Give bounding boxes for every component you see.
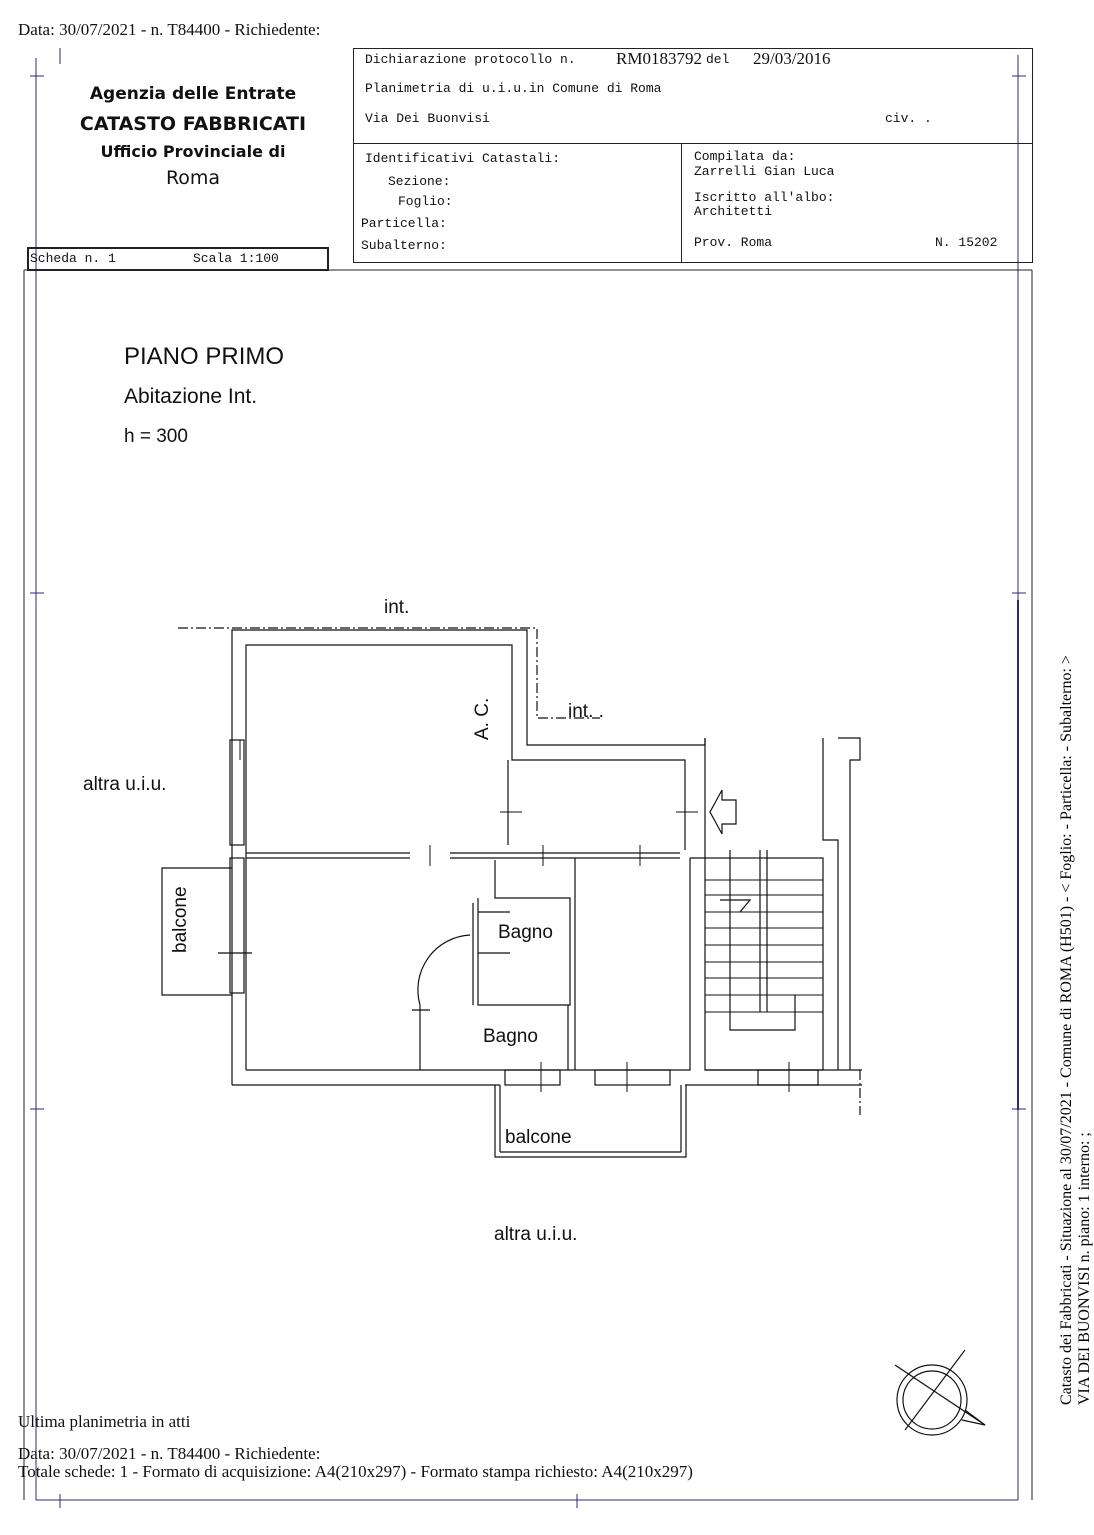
protocol-label: Dichiarazione protocollo n. <box>365 52 576 67</box>
registration-number: N. 15202 <box>935 235 998 250</box>
label-altra-bottom: altra u.i.u. <box>494 1224 578 1245</box>
scale-label: Scala 1:100 <box>193 251 279 266</box>
particella-label: Particella: <box>361 216 447 231</box>
unit-title: Abitazione Int. <box>124 385 258 408</box>
height-label: h = 300 <box>124 426 188 447</box>
label-ac: A. C. <box>472 697 493 740</box>
compilata-label: Compilata da: <box>694 149 796 164</box>
protocol-date: 29/03/2016 <box>753 49 831 68</box>
north-arrow-icon <box>895 1350 985 1435</box>
footer-format-line: Totale schede: 1 - Formato di acquisizione: A4(210x297) - Formato stampa richiesto: A4(210x297) <box>18 1462 693 1481</box>
foglio-label: Foglio: <box>398 194 453 209</box>
label-int-right: int. . <box>568 701 604 722</box>
ufficio-label: Ufficio Provinciale di <box>100 142 286 161</box>
request-header: Data: 30/07/2021 - n. T84400 - Richiedente: <box>18 20 321 39</box>
civic-number: civ. . <box>885 111 932 126</box>
label-bagno-1: Bagno <box>498 922 553 943</box>
side-caption-line-1: Catasto dei Fabbricati - Situazione al 30/07/2021 - Comune di ROMA (H501) - < Foglio: - Particella: - Subalterno: > <box>1058 655 1075 1405</box>
catasto-title: CATASTO FABBRICATI <box>79 113 307 135</box>
footer-request-line: Data: 30/07/2021 - n. T84400 - Richiedente: <box>18 1444 321 1463</box>
side-caption-line-2: VIA DEI BUONVISI n. piano: 1 interno: ; <box>1076 1132 1093 1405</box>
label-altra-left: altra u.i.u. <box>83 774 167 795</box>
scheda-number: Scheda n. 1 <box>30 251 116 266</box>
label-balcone-left: balcone <box>170 886 191 953</box>
compilata-name: Zarrelli Gian Luca <box>694 164 835 179</box>
agency-name: Agenzia delle Entrate <box>89 84 297 104</box>
side-caption <box>1058 655 1094 1405</box>
planimetria-label: Planimetria di u.i.u.in Comune di Roma <box>365 81 662 96</box>
floor-title: PIANO PRIMO <box>124 343 285 370</box>
subalterno-label: Subalterno: <box>361 238 447 253</box>
iscritto-label: Iscritto all'albo: <box>694 190 835 205</box>
last-plan-note: Ultima planimetria in atti <box>18 1412 191 1431</box>
province-label: Prov. Roma <box>694 235 773 250</box>
protocol-number: RM0183792 <box>616 49 702 68</box>
address-label: Via Dei Buonvisi <box>365 111 490 126</box>
albo-value: Architetti <box>694 204 773 219</box>
protocol-del: del <box>706 52 730 67</box>
city-label: Roma <box>165 167 221 189</box>
identificativi-title: Identificativi Catastali: <box>365 151 561 166</box>
label-balcone-bottom: balcone <box>505 1127 572 1148</box>
label-int-top: int. <box>384 597 410 618</box>
sezione-label: Sezione: <box>388 174 451 189</box>
label-bagno-2: Bagno <box>483 1026 538 1047</box>
